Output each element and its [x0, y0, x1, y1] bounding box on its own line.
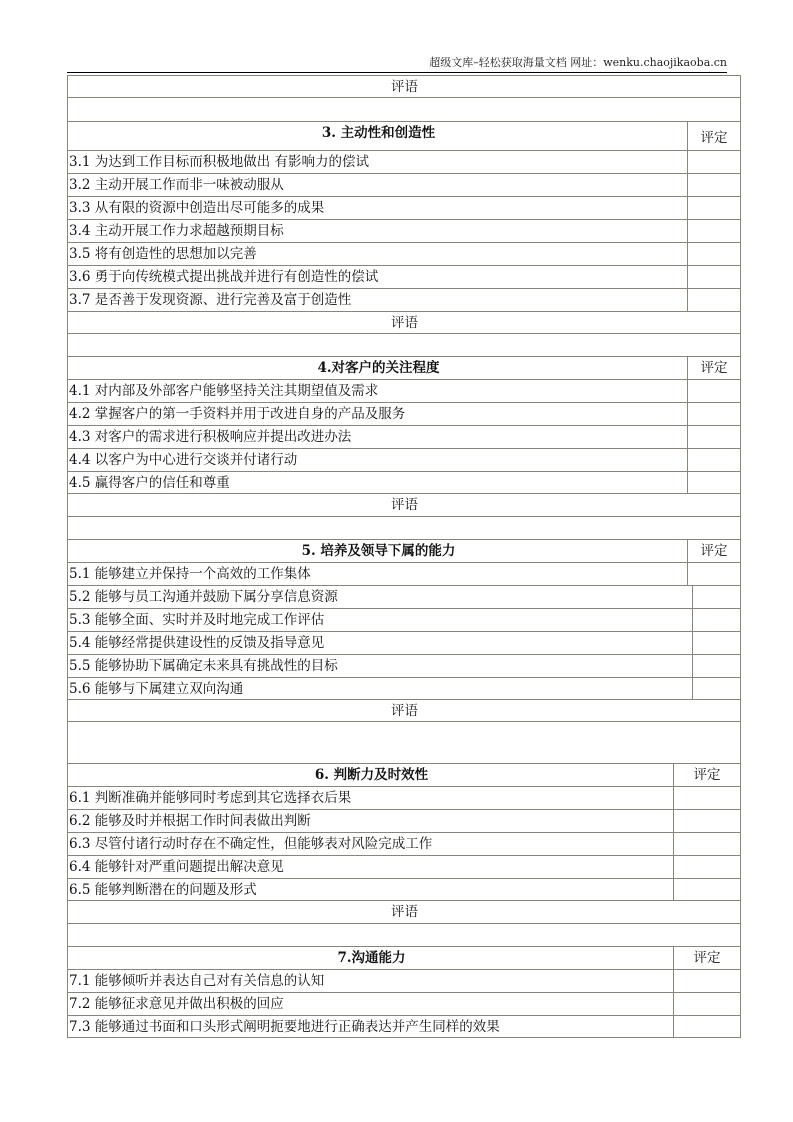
item-text: 3.1 为达到工作目标而积极地做出 有影响力的偿试 [69, 154, 370, 170]
item-row [67, 810, 741, 833]
item-text: 6.1 判断准确并能够同时考虑到其它选择衣后果 [69, 790, 352, 806]
comment-label: 评语 [391, 315, 418, 331]
item-row [67, 174, 741, 197]
item-row [67, 655, 741, 678]
rating-cell[interactable] [687, 563, 740, 585]
item-text: 7.3 能够通过书面和口头形式阐明扼要地进行正确表达并产生同样的效果 [69, 1019, 500, 1035]
rating-cell[interactable] [692, 678, 740, 699]
section-header-4 [67, 357, 741, 380]
item-row [67, 787, 741, 810]
item-text: 5.3 能够全面、实时并及时地完成工作评估 [69, 612, 325, 628]
rating-cell[interactable] [687, 289, 740, 311]
item-row [67, 220, 741, 243]
item-row [67, 243, 741, 266]
section-header-6 [67, 764, 741, 787]
item-row [67, 609, 741, 632]
rating-header: 评定 [687, 357, 740, 379]
item-text: 7.2 能够征求意见并做出积极的回应 [69, 996, 284, 1012]
item-row [67, 879, 741, 901]
item-text: 5.4 能够经常提供建设性的反馈及指导意见 [69, 635, 325, 651]
comment-input-row[interactable] [67, 98, 741, 122]
rating-cell[interactable] [673, 787, 740, 809]
item-text: 4.4 以客户为中心进行交谈并付诸行动 [69, 452, 298, 468]
rating-cell[interactable] [673, 810, 740, 832]
comment-label: 评语 [391, 904, 418, 920]
header-rule [67, 72, 727, 73]
comment-label: 评语 [391, 703, 418, 719]
item-row [67, 833, 741, 856]
item-row [67, 678, 741, 700]
item-row [67, 970, 741, 993]
page-header [67, 54, 727, 72]
item-row [67, 586, 741, 609]
item-row [67, 426, 741, 449]
section-header-7 [67, 947, 741, 970]
rating-cell[interactable] [692, 655, 740, 677]
comment-input-row[interactable] [67, 924, 741, 947]
rating-cell[interactable] [687, 380, 740, 402]
comment-label: 评语 [391, 497, 418, 513]
comment-input-row[interactable] [67, 517, 741, 540]
rating-header: 评定 [673, 764, 740, 786]
section-title: 3. 主动性和创造性 [321, 125, 436, 141]
comment-label-row [67, 312, 741, 334]
comment-label-row [67, 75, 741, 98]
item-row [67, 380, 741, 403]
rating-cell[interactable] [673, 833, 740, 855]
comment-label: 评语 [391, 79, 418, 95]
section-title: 6. 判断力及时效性 [314, 767, 429, 783]
item-text: 6.2 能够及时并根据工作时间表做出判断 [69, 813, 311, 829]
comment-label-row [67, 700, 741, 722]
item-text: 3.2 主动开展工作而非一味被动服从 [69, 177, 284, 193]
comment-input-row[interactable] [67, 334, 741, 357]
item-row [67, 472, 741, 494]
item-text: 6.5 能够判断潜在的问题及形式 [69, 882, 257, 898]
item-text: 4.5 赢得客户的信任和尊重 [69, 475, 230, 491]
item-row [67, 563, 741, 586]
section-header-3 [67, 122, 741, 151]
item-text: 7.1 能够倾听并表达自己对有关信息的认知 [69, 973, 325, 989]
rating-header: 评定 [687, 540, 740, 562]
rating-cell[interactable] [687, 197, 740, 219]
comment-input-row[interactable] [67, 722, 741, 764]
item-row [67, 151, 741, 174]
rating-cell[interactable] [673, 970, 740, 992]
page-header-text: 超级文库–轻松获取海量文档 网址：wenku.chaojikaoba.cn [429, 56, 727, 69]
item-text: 4.1 对内部及外部客户能够坚持关注其期望值及需求 [69, 383, 379, 399]
item-row [67, 403, 741, 426]
rating-cell[interactable] [673, 879, 740, 900]
rating-cell[interactable] [687, 151, 740, 173]
item-text: 3.4 主动开展工作力求超越预期目标 [69, 223, 284, 239]
section-header-5 [67, 540, 741, 563]
section-title: 5. 培养及领导下属的能力 [301, 543, 456, 559]
rating-cell[interactable] [673, 993, 740, 1015]
rating-cell[interactable] [687, 174, 740, 196]
item-text: 3.7 是否善于发现资源、进行完善及富于创造性 [69, 292, 352, 308]
item-text: 6.3 尽管付诸行动时存在不确定性，但能够表对风险完成工作 [69, 836, 433, 852]
rating-cell[interactable] [687, 449, 740, 471]
rating-header: 评定 [673, 947, 740, 969]
rating-cell[interactable] [673, 1016, 740, 1037]
item-text: 3.6 勇于向传统模式提出挑战并进行有创造性的偿试 [69, 269, 379, 285]
item-row [67, 197, 741, 220]
rating-cell[interactable] [687, 266, 740, 288]
item-text: 4.3 对客户的需求进行积极响应并提出改进办法 [69, 429, 352, 445]
evaluation-table [67, 75, 741, 1038]
item-text: 4.2 掌握客户的第一手资料并用于改进自身的产品及服务 [69, 406, 406, 422]
rating-cell[interactable] [692, 586, 740, 608]
section-title: 7.沟通能力 [337, 950, 406, 966]
item-row [67, 993, 741, 1016]
item-row [67, 856, 741, 879]
item-text: 6.4 能够针对严重问题提出解决意见 [69, 859, 284, 875]
item-row [67, 1016, 741, 1038]
item-text: 5.1 能够建立并保持一个高效的工作集体 [69, 566, 311, 582]
item-text: 3.3 从有限的资源中创造出尽可能多的成果 [69, 200, 325, 216]
rating-cell[interactable] [687, 472, 740, 493]
item-row [67, 449, 741, 472]
item-row [67, 266, 741, 289]
item-text: 5.2 能够与员工沟通并鼓励下属分享信息资源 [69, 589, 338, 605]
rating-cell[interactable] [692, 609, 740, 631]
comment-label-row [67, 901, 741, 924]
rating-cell[interactable] [692, 632, 740, 654]
item-text: 5.5 能够协助下属确定未来具有挑战性的目标 [69, 658, 338, 674]
item-text: 3.5 将有创造性的思想加以完善 [69, 246, 257, 262]
rating-cell[interactable] [687, 243, 740, 265]
rating-cell[interactable] [673, 856, 740, 878]
item-text: 5.6 能够与下属建立双向沟通 [69, 681, 244, 697]
rating-cell[interactable] [687, 220, 740, 242]
item-row [67, 632, 741, 655]
section-title: 4.对客户的关注程度 [317, 360, 440, 376]
comment-label-row [67, 494, 741, 517]
item-row [67, 289, 741, 312]
rating-header: 评定 [687, 122, 740, 150]
rating-cell[interactable] [687, 426, 740, 448]
rating-cell[interactable] [687, 403, 740, 425]
